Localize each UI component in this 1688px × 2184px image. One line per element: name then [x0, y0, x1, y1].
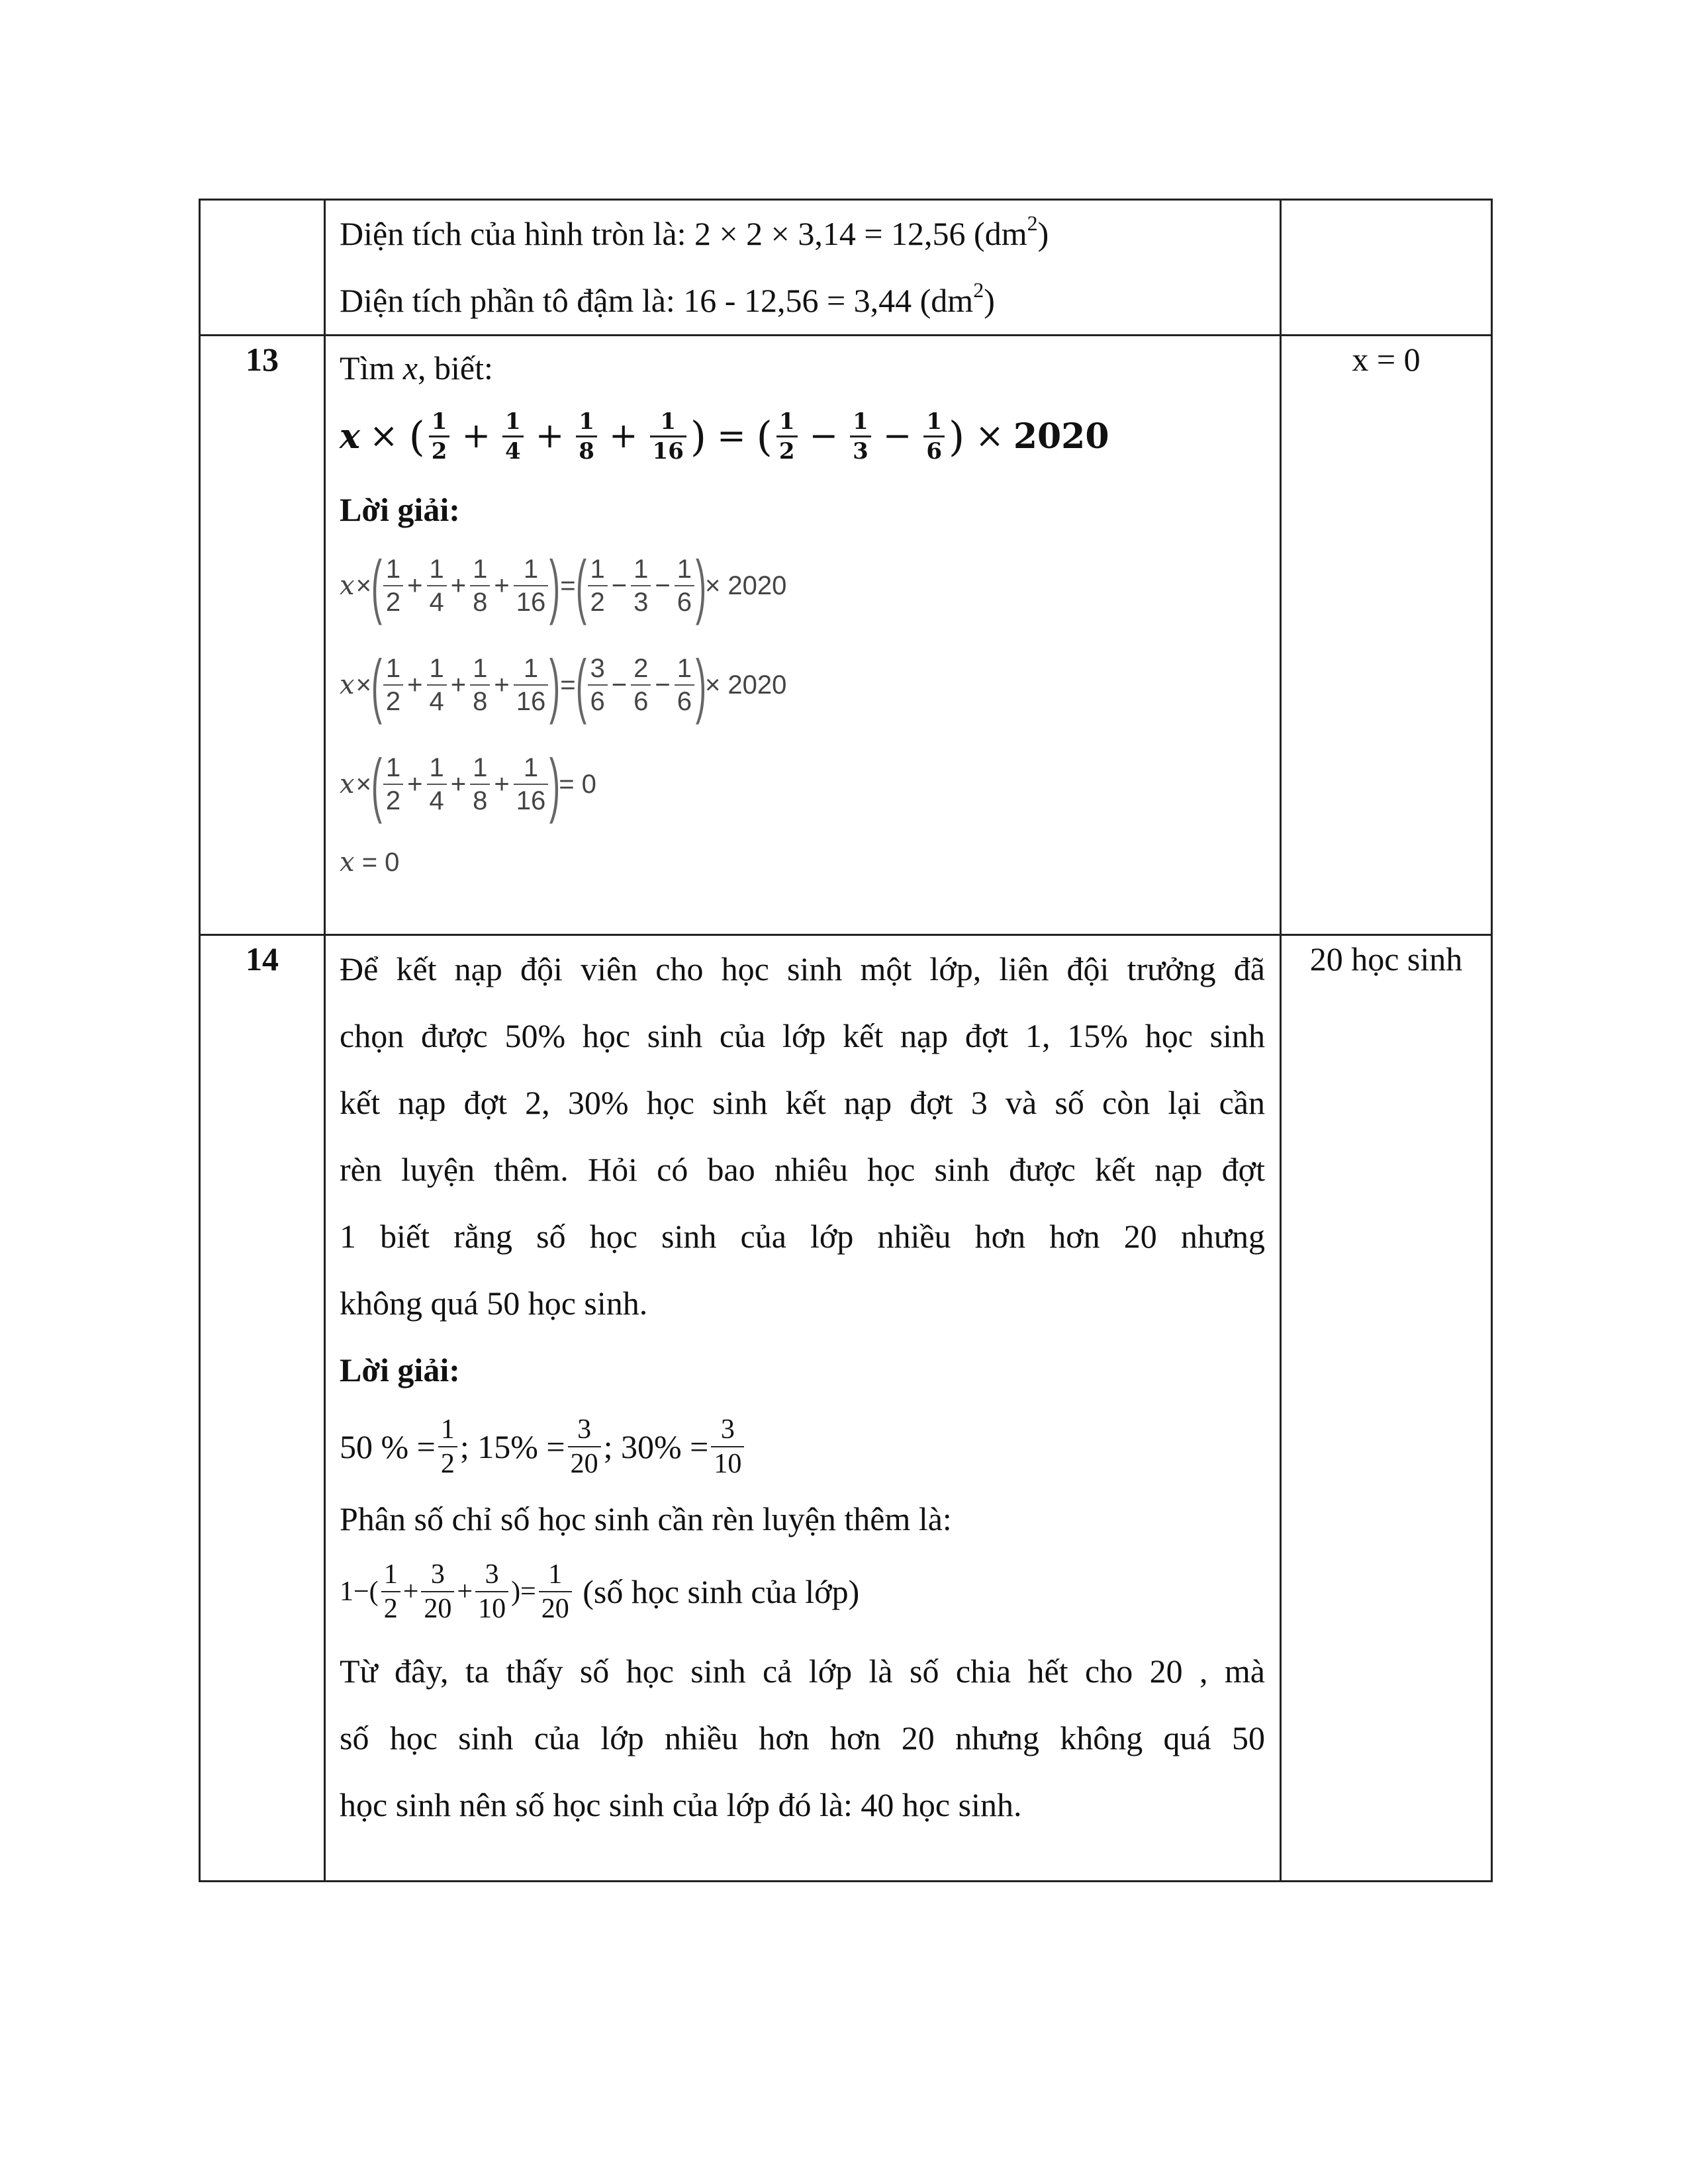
equation: x × ( $\frac{1}{2}$ + $\frac{1}{4}$ + $\frac{1}{8}$ + $\frac{1}{16}$ ) = ( $\frac{1}{2}$ − $\frac{1}{3}$ − $\frac{1}{6}$ ) × 2020 [340, 408, 1109, 465]
problem-content [325, 935, 1281, 1882]
problem-prompt: Tìm x, biết: [340, 349, 493, 387]
table-row [200, 200, 1492, 336]
text-line: số học sinh của lớp nhiều hơn hơn 20 nhưng không quá 50 [340, 1719, 1265, 1756]
problem-number: 14 [200, 935, 325, 1882]
text-line: Phân số chỉ số học sinh cần rèn luyện thêm là: [340, 1500, 952, 1537]
table-row [200, 336, 1492, 935]
text-line: 1 biết rằng số học sinh của lớp nhiều hơn hơn 20 nhưng [340, 1218, 1265, 1255]
solution-result: x = 0 [340, 847, 400, 878]
text-line: rèn luyện thêm. Hỏi có bao nhiêu học sinh được kết nạp đợt [340, 1151, 1265, 1188]
solution-step: x × ( $\frac{1}{2}$ + $\frac{1}{4}$ + $\frac{1}{8}$ + $\frac{1}{16}$ ) = ( $\frac{1}{2}$ − $\frac{1}{3}$ − $\frac{1}{6}$ ) × 2020 [340, 545, 787, 625]
solution-step: x × ( $\frac{1}{2}$ + $\frac{1}{4}$ + $\frac{1}{8}$ + $\frac{1}{16}$ ) = ( $\frac{3}{6}$ − $\frac{2}{6}$ − $\frac{1}{6}$ ) × 2020 [340, 645, 787, 725]
text-line: học sinh nên số học sinh của lớp đó là: 40 học sinh. [340, 1786, 1022, 1823]
problem-number [200, 200, 325, 336]
fraction-calculation: 1−( $\frac{1}{2}$ + $\frac{3}{20}$ + $\frac{3}{10}$ )= $\frac{1}{20}$ (số học sinh của lớp) [340, 1559, 860, 1624]
text-line: kết nạp đợt 2, 30% học sinh kết nạp đợt 3 và số còn lại cần [340, 1084, 1265, 1121]
text-line: Từ đây, ta thấy số học sinh cả lớp là số chia hết cho 20 , mà [340, 1653, 1265, 1690]
table-row [200, 935, 1492, 1882]
answer-cell [1281, 200, 1492, 336]
answer-cell: x = 0 [1281, 336, 1492, 935]
text-line: không quá 50 học sinh. [340, 1285, 648, 1322]
solution-label: Lời giải: [340, 491, 460, 528]
problem-content [325, 200, 1281, 336]
solution-step: x × ( $\frac{1}{2}$ + $\frac{1}{4}$ + $\frac{1}{8}$ + $\frac{1}{16}$ ) = 0 [340, 744, 596, 824]
answer-table [199, 199, 1493, 1882]
percent-conversion: 50 % = $\frac{1}{2}$ ; 15% = $\frac{3}{20}$ ; 30% = $\frac{3}{10}$ [340, 1404, 1265, 1490]
problem-number: 13 [200, 336, 325, 935]
text-line: Diện tích của hình tròn là: 2 × 2 × 3,14 = 12,56 $(dm^2)$ [340, 211, 1049, 252]
problem-content [325, 336, 1281, 935]
answer-cell: 20 học sinh [1281, 935, 1492, 1882]
solution-label: Lời giải: [340, 1351, 460, 1388]
text-line: Để kết nạp đội viên cho học sinh một lớp, liên đội trưởng đã [340, 950, 1265, 987]
text-line: chọn được 50% học sinh của lớp kết nạp đợt 1, 15% học sinh [340, 1017, 1265, 1054]
text-line: Diện tích phần tô đậm là: 16 - 12,56 = 3,44 $(dm^2)$ [340, 278, 995, 319]
